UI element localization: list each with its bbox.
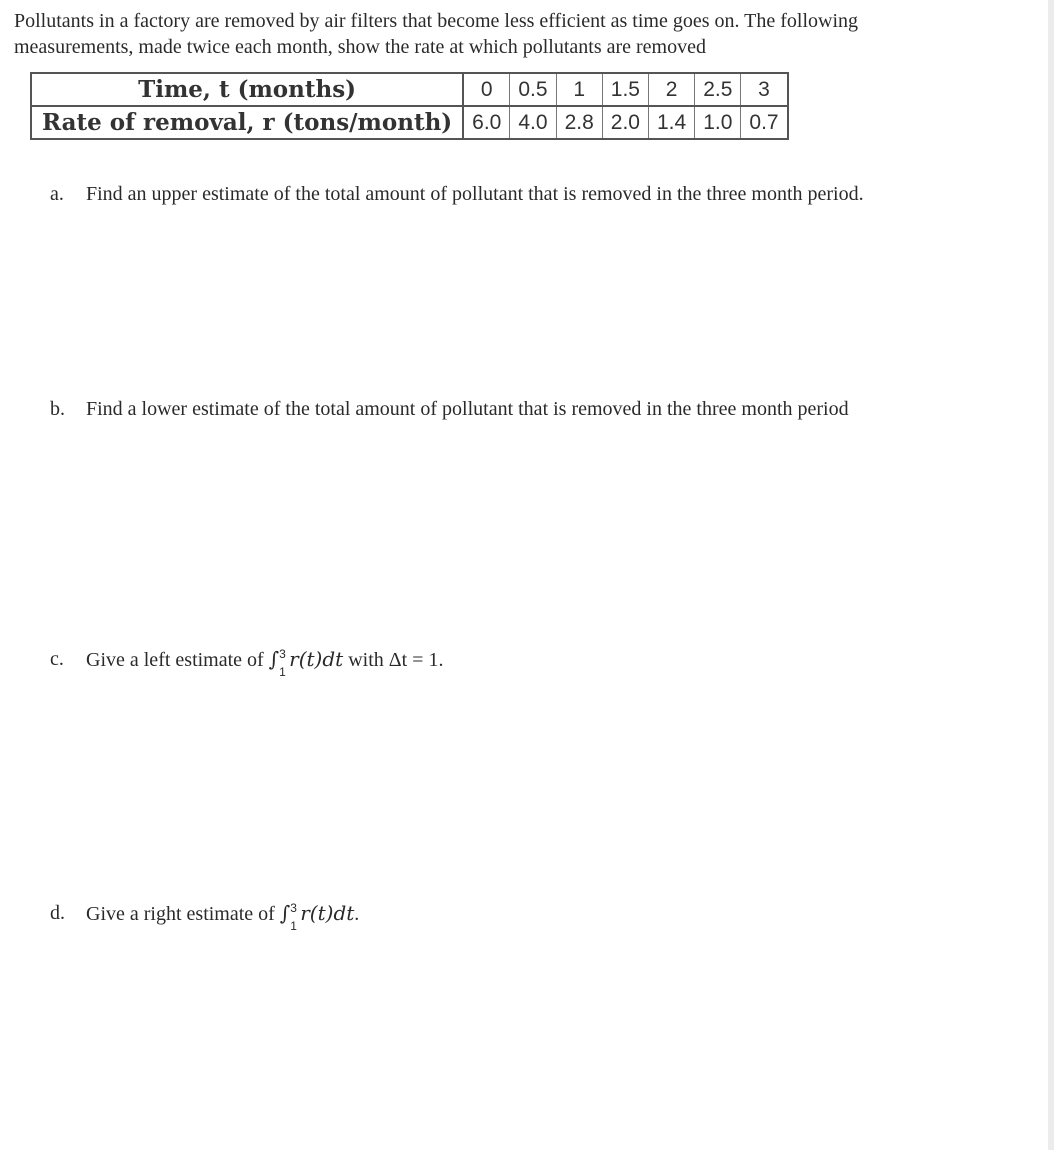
integral-lower-limit: 1 [279, 665, 286, 680]
integral-lower-limit: 1 [290, 919, 297, 934]
time-row-label [31, 73, 463, 106]
time-cell: 1.5 [602, 73, 648, 106]
integral-limits [290, 901, 300, 934]
question-c-text [86, 646, 444, 680]
time-label-text: Time, t (months) [138, 76, 357, 103]
question-a-text: Find an upper estimate of the total amount of pollutant that is removed in the three month period. [86, 183, 864, 205]
problem-intro: Pollutants in a factory are removed by air filters that become less efficient as time goes on. The following measurements, made twice each month, show the rate at which pollutants are removed [14, 10, 859, 58]
time-cell: 2 [648, 73, 694, 106]
rate-row [31, 106, 788, 139]
question-c-prefix: Give a left estimate of [86, 649, 269, 671]
rate-label-text: Rate of removal, r (tons/month) [42, 109, 453, 136]
rate-cell: 1.0 [695, 106, 741, 139]
integral-upper-limit: 3 [279, 647, 286, 662]
integral-limits [279, 647, 289, 680]
time-cell: 0.5 [510, 73, 556, 106]
question-c-suffix: with Δt = 1. [343, 649, 444, 671]
time-row [31, 73, 788, 106]
question-d-text [86, 900, 360, 934]
question-a-letter: a. [50, 183, 64, 205]
integrand: r(t)dt [289, 647, 344, 671]
integral-sign: ∫ [268, 647, 280, 671]
integral-sign: ∫ [279, 901, 291, 925]
rate-cell: 2.8 [556, 106, 602, 139]
measurement-table [30, 72, 789, 140]
rate-cell: 2.0 [602, 106, 648, 139]
rate-cell: 6.0 [463, 106, 510, 139]
question-b-letter: b. [50, 398, 65, 420]
question-c-letter: c. [50, 648, 64, 670]
integrand: r(t)dt [300, 901, 355, 925]
question-d-suffix: . [354, 903, 360, 925]
time-cell: 3 [741, 73, 788, 106]
page-edge [1048, 0, 1054, 1150]
question-b-text: Find a lower estimate of the total amount of pollutant that is removed in the three month period [86, 398, 849, 420]
time-cell: 1 [556, 73, 602, 106]
time-cell: 2.5 [695, 73, 741, 106]
rate-cell: 4.0 [510, 106, 556, 139]
time-cell: 0 [463, 73, 510, 106]
question-d-prefix: Give a right estimate of [86, 903, 280, 925]
rate-cell: 0.7 [741, 106, 788, 139]
rate-row-label [31, 106, 463, 139]
rate-cell: 1.4 [648, 106, 694, 139]
integral-upper-limit: 3 [290, 901, 297, 916]
question-d-letter: d. [50, 902, 65, 924]
